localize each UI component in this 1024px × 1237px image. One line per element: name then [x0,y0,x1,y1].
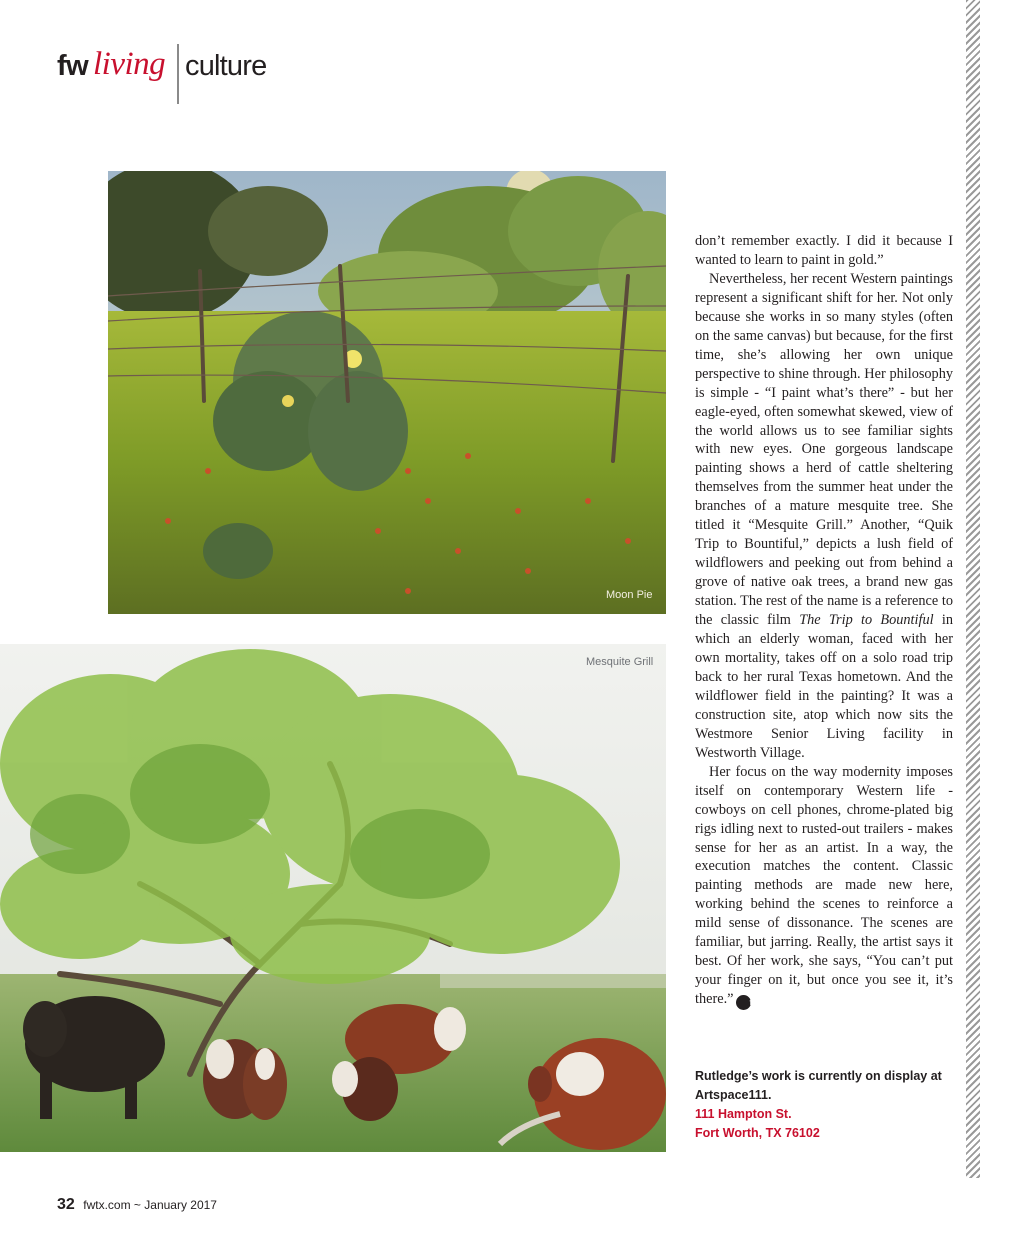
paragraph-2-end: in which an elderly woman, faced with her own mortality, takes off on a solo road trip back to her rural Texas hometown. And the wildflower field in the painting? It was a construction site, atop which now sits the Westmore Senior Living facility in Westworth Village. [695,612,953,761]
article-body [695,232,953,1010]
address-line-2: Fort Worth, TX 76102 [695,1126,820,1140]
caption-moon-pie: Moon Pie [606,589,653,601]
brand-fw: fw [57,50,89,82]
edge-hatch-strip [966,0,980,1178]
section-name: culture [185,50,267,82]
page-footer [57,1196,217,1214]
painting-mesquite-grill [0,644,666,1152]
address-line-1: 111 Hampton St. [695,1107,792,1121]
caption-mesquite-grill: Mesquite Grill [586,656,654,668]
exhibit-note: Rutledge’s work is currently on display at Artspace111. [695,1069,942,1102]
brand-living: living [93,46,166,82]
paragraph-1: don’t remember exactly. I did it because I wanted to learn to paint in gold.” [695,233,953,268]
page-number: 32 [57,1196,75,1213]
end-mark-icon: fw [736,995,751,1010]
site-and-date: fwtx.com ~ January 2017 [83,1198,217,1212]
paragraph-3 [695,763,953,1010]
painting-moon-pie [108,171,666,614]
header-divider [177,44,179,104]
paragraph-3-text: Her focus on the way modernity imposes itself on contemporary Western life - cowboys on cell phones, chrome-plated big rigs idling next to rusted-out trailers - makes sense for her as an artist. In a way, the execution matches the content. Classic painting methods are made new here, working behind the scenes to reinforce a mild sense of dissonance. The scenes are familiar, but jarring. Really, the artist says it best. Of her work, she says, “You can’t put your finger on it, but once you see it, it’s there.” [695,763,953,1008]
paragraph-2-text: Nevertheless, her recent Western paintings represent a significant shift for her. Not only because she works in so many styles (often on the same canvas) but because, for the first time, she’s allowing her own unique perspective to shine through. Her philosophy is simple - “I paint what’s there” - but her eagle-eyed, often somewhat skewed, view of the world allows us to see familiar sights with new eyes. One gorgeous landscape painting shows a herd of cattle sheltering themselves from the summer heat under the branches of a mature mesquite tree. She titled it “Mesquite Grill.” Another, “Quik Trip to Bountiful,” depicts a lush field of wildflowers and peeking out from behind a grove of native oak trees, a brand new gas station. The rest of the name is a reference to the classic film [695,270,953,629]
paragraph-2 [695,270,953,763]
film-title: The Trip to Bountiful [799,612,934,629]
exhibit-info [695,1067,965,1143]
